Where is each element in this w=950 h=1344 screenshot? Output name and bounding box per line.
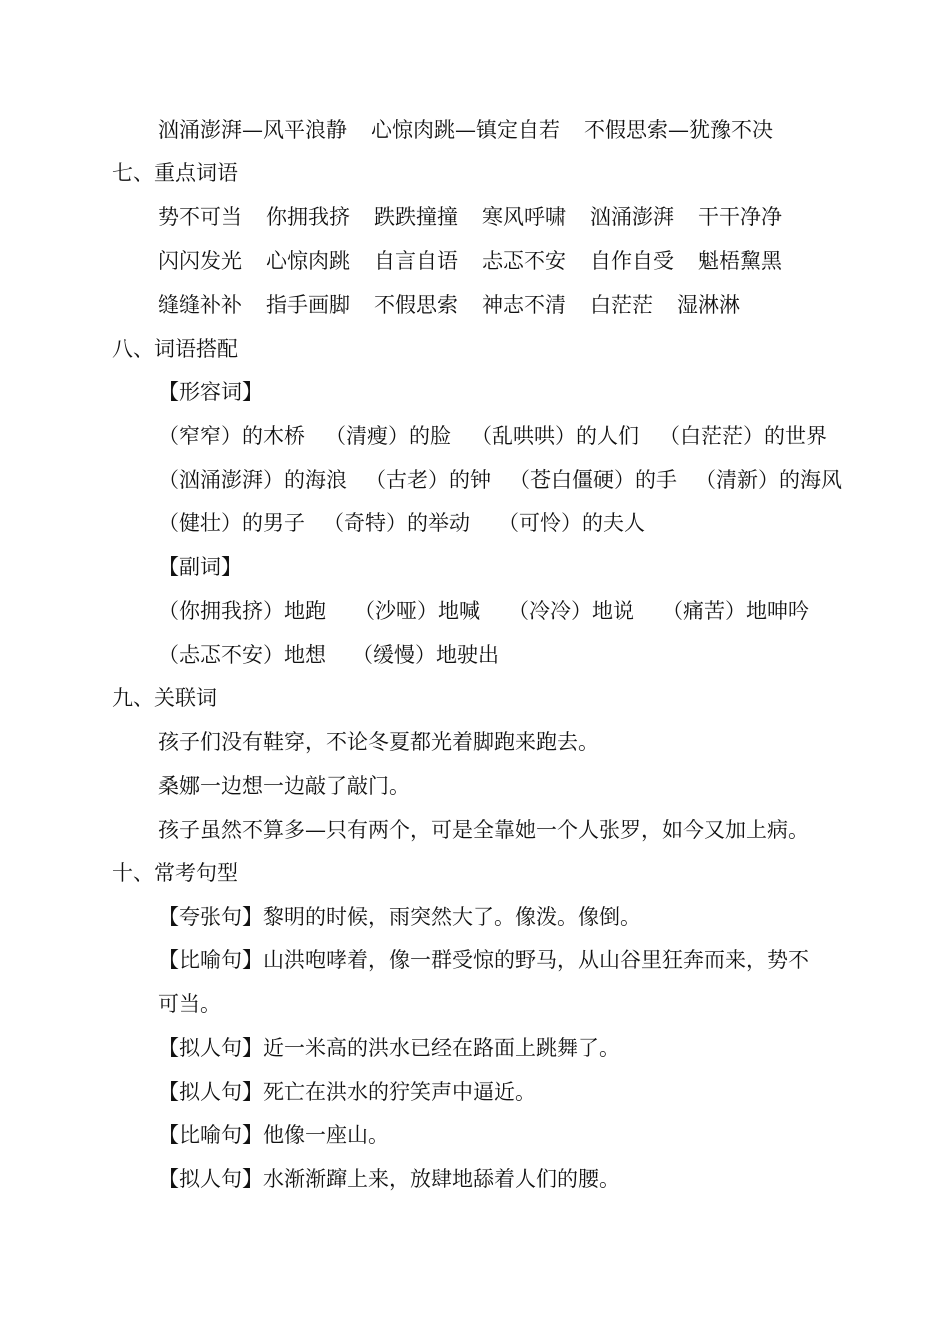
collocation: （可怜）的夫人: [498, 511, 645, 535]
sentence-item: [158, 1164, 620, 1194]
collocation: （清瘦）的脸: [325, 424, 451, 448]
conjunction-sentence: 孩子虽然不算多—只有两个，可是全靠她一个人张罗，如今又加上病。: [158, 818, 809, 842]
word: 寒风呼啸: [482, 205, 566, 229]
antonym-pair: 汹涌澎湃—风平浪静: [158, 118, 347, 142]
antonym-line: [158, 115, 773, 145]
conjunction-sentence: 孩子们没有鞋穿，不论冬夏都光着脚跑来跑去。: [158, 730, 599, 754]
collocation-row: [158, 596, 809, 626]
collocation-row: [158, 640, 499, 670]
word: 魁梧黧黑: [698, 249, 782, 273]
collocation: （冷冷）地说: [508, 599, 634, 623]
sentence-text: 近一米高的洪水已经在路面上跳舞了。: [263, 1036, 620, 1060]
collocation: （白茫茫）的世界: [659, 424, 827, 448]
word: 自作自受: [590, 249, 674, 273]
sentence-text: 黎明的时候，雨突然大了。像泼。像倒。: [263, 905, 641, 929]
collocation: （奇特）的举动: [323, 511, 470, 535]
word: 湿淋淋: [677, 293, 740, 317]
word: 汹涌澎湃: [590, 205, 674, 229]
collocation: （苍白僵硬）的手: [509, 468, 677, 492]
collocation: （沙哑）地喊: [354, 599, 480, 623]
word: 神志不清: [482, 293, 566, 317]
word: 忐忑不安: [482, 249, 566, 273]
sentence-tag: 【拟人句】: [158, 1080, 263, 1104]
sentence-item: [158, 1033, 620, 1063]
sentence-text: 死亡在洪水的狞笑声中逼近。: [263, 1080, 536, 1104]
sentence-tag: 【夸张句】: [158, 905, 263, 929]
sentence-tag: 【比喻句】: [158, 948, 263, 972]
key-words-row: [158, 290, 740, 320]
antonym-pair: 心惊肉跳—镇定自若: [371, 118, 560, 142]
conjunction-sentence: 桑娜一边想一边敲了敲门。: [158, 774, 410, 798]
collocation-row: [158, 508, 645, 538]
collocation: （你拥我挤）地跑: [158, 599, 326, 623]
word: 不假思索: [374, 293, 458, 317]
word: 势不可当: [158, 205, 242, 229]
section-7-heading: 七、重点词语: [112, 161, 238, 185]
key-words-row: [158, 246, 782, 276]
collocation: （窄窄）的木桥: [158, 424, 305, 448]
sentence-item: [158, 1077, 536, 1107]
sentence-text: 他像一座山。: [263, 1123, 389, 1147]
word: 干干净净: [698, 205, 782, 229]
collocation: （清新）的海风: [695, 468, 842, 492]
word: 自言自语: [374, 249, 458, 273]
section-10-heading: 十、常考句型: [112, 861, 238, 885]
sentence-item: [158, 945, 809, 975]
word: 缝缝补补: [158, 293, 242, 317]
word: 指手画脚: [266, 293, 350, 317]
antonym-pair: 不假思索—犹豫不决: [584, 118, 773, 142]
word: 你拥我挤: [266, 205, 350, 229]
collocation: （汹涌澎湃）的海浪: [158, 468, 347, 492]
section-9-heading: 九、关联词: [112, 686, 217, 710]
sentence-item: [158, 902, 641, 932]
adverb-label: 【副词】: [158, 555, 242, 579]
adjective-label: 【形容词】: [158, 380, 263, 404]
sentence-tag: 【拟人句】: [158, 1036, 263, 1060]
word: 心惊肉跳: [266, 249, 350, 273]
collocation: （忐忑不安）地想: [158, 643, 326, 667]
word: 跌跌撞撞: [374, 205, 458, 229]
collocation: （痛苦）地呻吟: [662, 599, 809, 623]
section-8-heading: 八、词语搭配: [112, 337, 238, 361]
word: 闪闪发光: [158, 249, 242, 273]
collocation: （缓慢）地驶出: [352, 643, 499, 667]
collocation-row: [158, 421, 827, 451]
sentence-text: 水渐渐蹿上来，放肆地舔着人们的腰。: [263, 1167, 620, 1191]
sentence-tag: 【拟人句】: [158, 1167, 263, 1191]
collocation-row: [158, 465, 842, 495]
sentence-item: [158, 1120, 389, 1150]
word: 白茫茫: [590, 293, 653, 317]
collocation: （古老）的钟: [365, 468, 491, 492]
collocation: （健壮）的男子: [158, 511, 305, 535]
sentence-continuation: 可当。: [158, 992, 221, 1016]
sentence-text: 山洪咆哮着，像一群受惊的野马，从山谷里狂奔而来，势不: [263, 948, 809, 972]
sentence-tag: 【比喻句】: [158, 1123, 263, 1147]
key-words-row: [158, 202, 782, 232]
collocation: （乱哄哄）的人们: [471, 424, 639, 448]
